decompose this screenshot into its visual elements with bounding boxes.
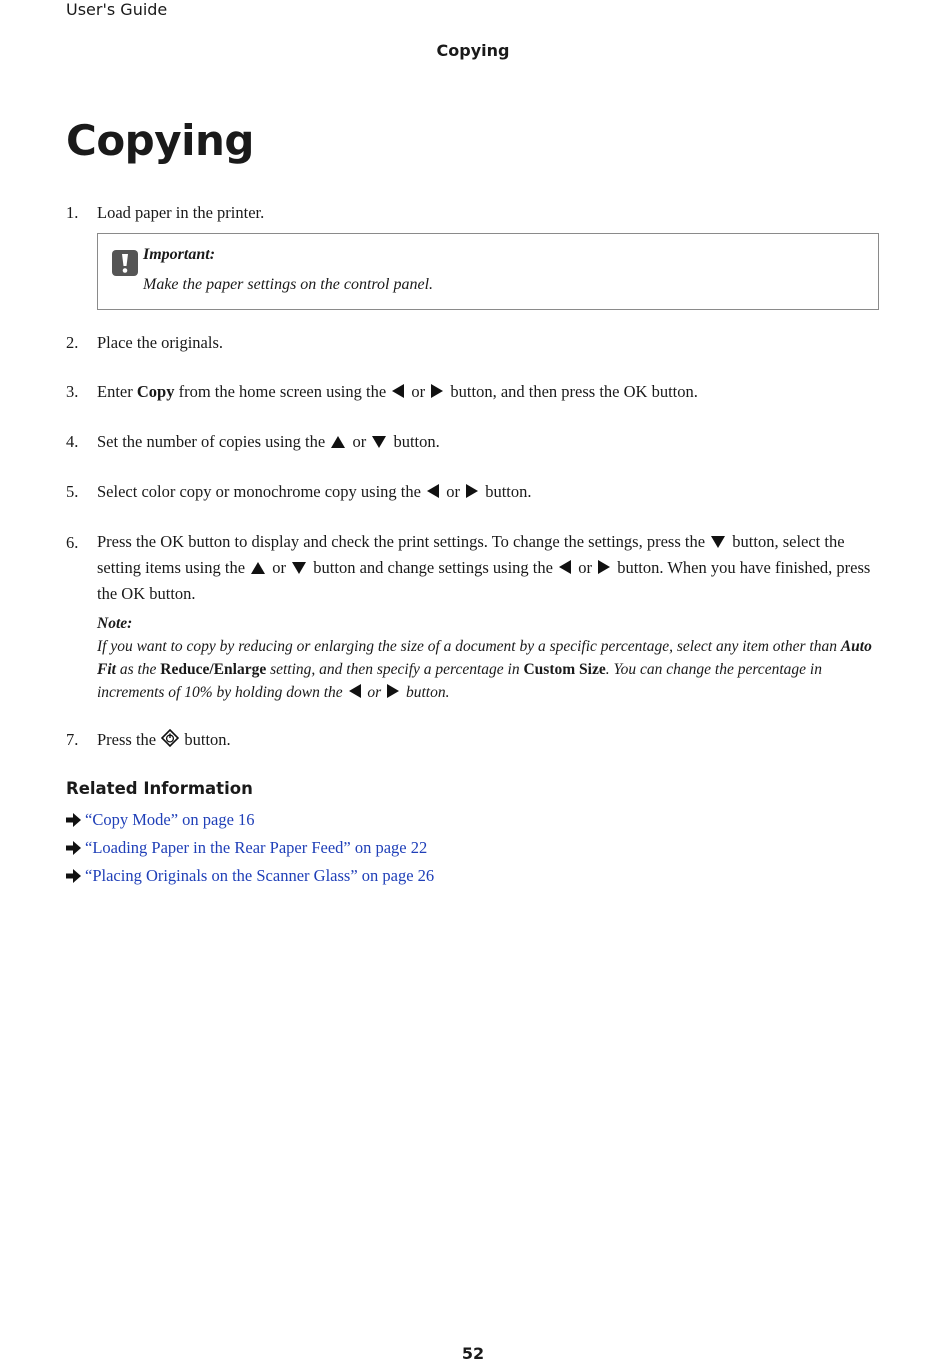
up-arrow-icon (331, 436, 345, 448)
important-text: Make the paper settings on the control panel. (143, 276, 434, 293)
down-arrow-icon (711, 536, 725, 548)
left-arrow-icon (427, 484, 439, 498)
step-number: 7. (66, 730, 79, 749)
step-4 (66, 429, 876, 455)
step-3 (66, 379, 876, 405)
important-box (97, 233, 879, 310)
step-text: Select color copy or monochrome copy using the or button. (97, 482, 532, 501)
down-arrow-icon (372, 436, 386, 448)
up-arrow-icon (251, 562, 265, 574)
arrow-right-icon (66, 867, 81, 889)
left-arrow-icon (559, 560, 571, 574)
note-label: Note: (97, 615, 133, 632)
step-2 (66, 330, 876, 356)
step-number: 5. (66, 482, 79, 501)
page-number: 52 (461, 1344, 485, 1363)
important-label: Important: (143, 246, 216, 263)
right-arrow-icon (431, 384, 443, 398)
step-number: 4. (66, 432, 79, 451)
right-arrow-icon (598, 560, 610, 574)
note-block: Note: If you want to copy by reducing or enlarging the size of a document by a specific percentage, select any item other than Auto Fit as the Reduce/Enlarge setting, and then specify a percentage in Custom Size. You can change the percentage in increments of 10% by holding down the or button. (97, 612, 877, 704)
link-text[interactable]: “Loading Paper in the Rear Paper Feed” on page 22 (85, 838, 428, 857)
step-number: 6. (66, 533, 79, 552)
header-section-title: Copying (436, 41, 510, 60)
step-text: Place the originals. (97, 333, 224, 352)
step-text: Load paper in the printer. (97, 203, 265, 222)
link-text[interactable]: “Copy Mode” on page 16 (85, 810, 255, 829)
custom-size-bold: Custom Size (523, 661, 606, 678)
right-arrow-icon (466, 484, 478, 498)
related-info-title: Related Information (66, 779, 253, 798)
exclamation-icon (112, 250, 138, 281)
reduce-enlarge-bold: Reduce/Enlarge (160, 661, 267, 678)
step-text: Enter Copy from the home screen using the or button, and then press the OK button. (97, 382, 698, 401)
step-1 (66, 200, 876, 226)
arrow-right-icon (66, 811, 81, 833)
step-7 (66, 727, 876, 755)
related-link-2[interactable] (66, 837, 427, 861)
auto-fit-bold: Auto Fit (97, 638, 872, 678)
start-diamond-icon (161, 729, 179, 755)
copy-bold: Copy (136, 382, 175, 401)
link-text[interactable]: “Placing Originals on the Scanner Glass” on page 26 (85, 866, 435, 885)
step-text: Press the OK button to display and check the print settings. To change the settings, press the button, select the setting items using the or button and change settings using the or button. When you have finished, press the OK button. (97, 532, 871, 603)
related-link-1[interactable] (66, 809, 255, 833)
related-link-3[interactable] (66, 865, 434, 889)
step-6 (66, 529, 876, 607)
step-number: 1. (66, 203, 79, 222)
left-arrow-icon (349, 684, 361, 698)
guide-label: User's Guide (66, 0, 168, 19)
step-number: 3. (66, 382, 79, 401)
left-arrow-icon (392, 384, 404, 398)
page-title: Copying (66, 116, 254, 165)
step-number: 2. (66, 333, 79, 352)
right-arrow-icon (387, 684, 399, 698)
step-5 (66, 479, 876, 505)
down-arrow-icon (292, 562, 306, 574)
step-text: Press the button. (97, 727, 876, 755)
step-text: Set the number of copies using the or button. (97, 432, 440, 451)
arrow-right-icon (66, 839, 81, 861)
